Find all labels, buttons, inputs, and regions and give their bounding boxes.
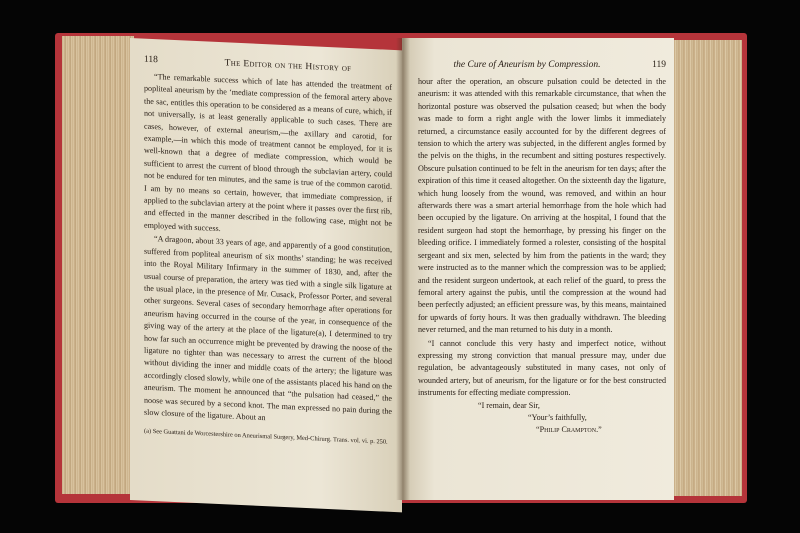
closing-remain: “I remain, dear Sir,	[478, 400, 540, 410]
left-running-title: The Editor on the History of	[224, 58, 352, 75]
right-page-edges	[672, 40, 742, 496]
left-footnote: (a) See Guattani de Worcestershire on Aneurismal Surgery, Med-Chirurg. Trans. vol. vi. p. 250.	[144, 428, 388, 447]
left-page	[130, 38, 402, 512]
right-page	[402, 38, 674, 500]
right-running-head	[418, 60, 666, 70]
book-gutter	[396, 38, 410, 500]
left-paragraph-2: “A dragoon, about 33 years of age, and apparently of a good constitution, suffered from popliteal aneurism of six months’ standing; he was received into the Royal Military Infirmary in the summer of 1830, and, after the usual course of preparation, the artery was tied with a single silk ligature at the usual place, in the presence of Mr. Cusack, Professor Porter, and several other surgeons. Several cases of secondary hemorrhage after operations for aneurism having occurred in the course of the year, in consequence of the giving way of the artery at the place of the ligature(a), I determined to try how far such an occurrence might be prevented by drawing the noose of the ligature no tighter than was necessary to arrest the current of the blood without dividing the inner and middle coats of the artery; the ligature was accordingly closed slowly, while one of the assistants placed his hand on the aneurism. The moment he announced that “the pulsation had ceased,” the noose was secured by a second knot. The man expressed no pain during the slow closure of the ligature. About an	[144, 234, 392, 423]
left-paragraph-1: “The remarkable success which of late has attended the treatment of popliteal aneurism by the ‘mediate compression of the femoral artery above the sac, entitles this operation to be considered as a means of cure, which, if not universally, is at least generally applicable to such cases. There are cases, however, of external aneurism,—the axillary and carotid, for example,—in which this mode of treatment cannot be employed, for it is well-known that a degree of mediate compression, which would be sufficient to arrest the current of blood through the subclavian artery, could not be endured for ten minutes, and the same is true of the common carotid. I am by no means so certain, however, that immediate compression, if applied to the subclavian artery at the point where it passes over the first rib, and effected in the manner described in the following case, might not be employed with success.	[144, 72, 392, 233]
right-page-number: 119	[652, 60, 666, 70]
right-paragraph-1: hour after the operation, an obscure pulsation could be detected in the aneurism: it was attended with this remarkable circumstance, that when the horizontal posture was observed the pulsation ceased; but when the body was made to form a right angle with the lower limbs it immediately returned, a circumstance easily accounted for by the different degrees of tension to which the artery was subjected, in the different angles formed by the pelvis on the thighs, in the recumbent and sitting postures respectively. Obscure pulsation continued to be felt in the aneurism for ten days; after the expiration of this time it ceased altogether. On the sixteenth day the ligature, which hung loosely from the wound, was removed, and within an hour afterwards there was a smart arterial hemorrhage from the hole which had been occupied by the ligature. On arriving at the hospital, I found that the resident surgeon had stopt the hemorrhage, by pressing his finger on the bleeding orifice. I immediately formed a rolester, consisting of the hospital sergeant and six men, selected by him from the patients in the ward; they were instructed as to the manner which the compression was to be applied; and the resident surgeon undertook, at each relief of the guard, to press the femoral artery against the pubis, until the compression at the wound had been perfectly adjusted; an efficient pressure was, by this means, maintained for upwards of forty hours. It was then gradually withdrawn. The bleeding never returned, and the man returned to his duty in a month.	[418, 77, 666, 335]
left-page-number: 118	[144, 54, 158, 66]
right-paragraph-2: “I cannot conclude this very hasty and imperfect notice, without expressing my strong conviction that manual pressure may, under due regulation, be advantageously substituted in many cases, not only of wounded artery, but of aneurism, for the ligature or for the best constructed instruments for effecting mediate compression.	[418, 338, 666, 398]
right-running-title: the Cure of Aneurism by Compression.	[453, 60, 601, 70]
left-page-edges	[62, 36, 134, 494]
closing-faithfully: “Your’s faithfully,	[528, 412, 587, 422]
closing-signature: “Philip Crampton.”	[536, 425, 602, 435]
